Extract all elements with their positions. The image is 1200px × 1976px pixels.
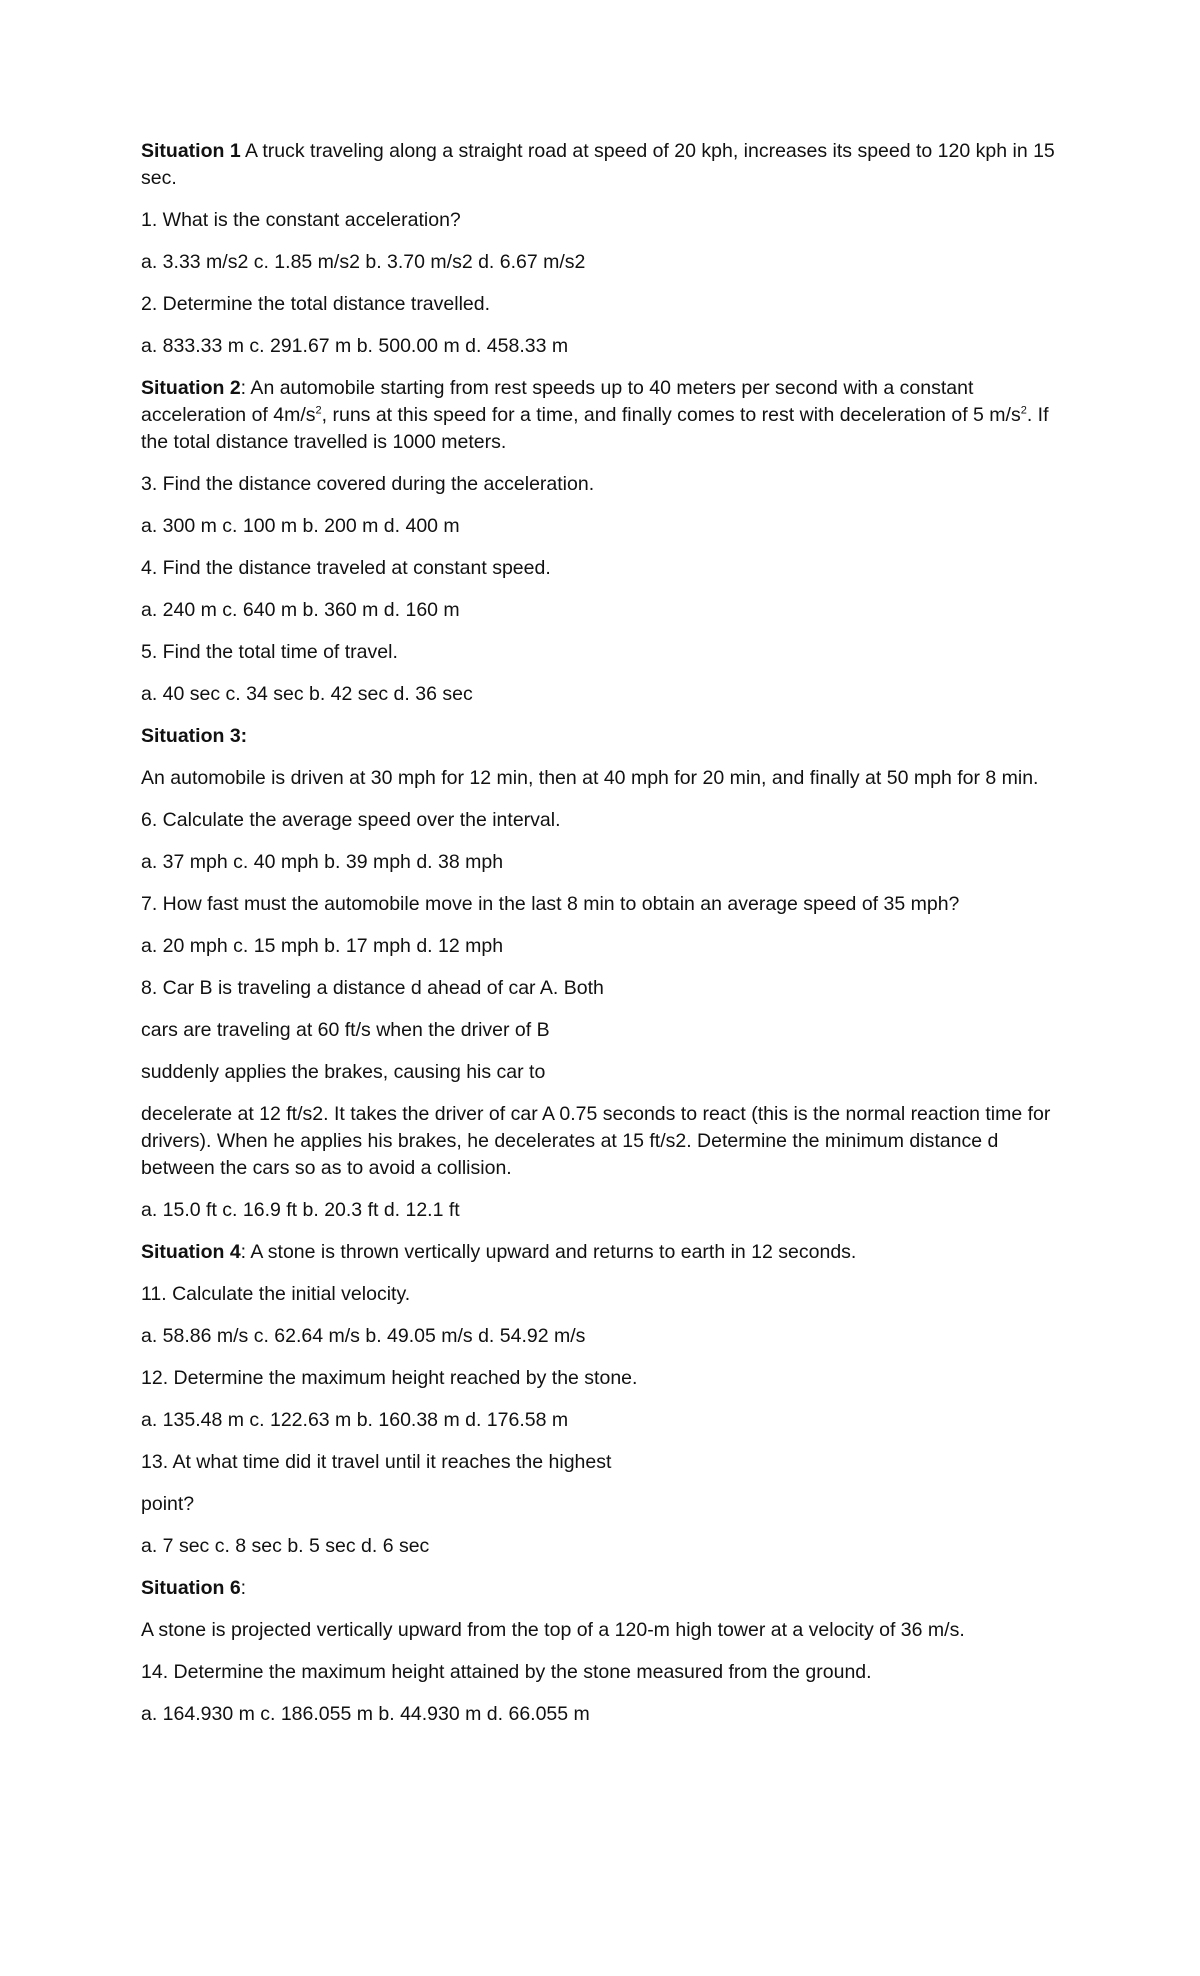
- question-13-line-2: point?: [141, 1493, 195, 1515]
- question-7: 7. How fast must the automobile move in the last 8 min to obtain an average speed of 35 mph?: [141, 893, 960, 915]
- situation-3-heading: Situation 3:: [141, 725, 248, 747]
- situation-2-text-c: . If the total distance travelled is 1000 meters.: [141, 404, 1049, 453]
- question-7-choices: a. 20 mph c. 15 mph b. 17 mph d. 12 mph: [141, 935, 504, 957]
- situation-2-text-b: , runs at this speed for a time, and finally comes to rest with deceleration of 5 m/s: [321, 404, 1021, 426]
- situation-6-heading: Situation 6: [141, 1577, 241, 1599]
- superscript-2: 2: [1020, 404, 1027, 417]
- question-14-choices: a. 164.930 m c. 186.055 m b. 44.930 m d. 66.055 m: [141, 1703, 590, 1725]
- question-11: 11. Calculate the initial velocity.: [141, 1283, 411, 1305]
- question-4: 4. Find the distance traveled at constant speed.: [141, 557, 551, 579]
- question-13-line-1: 13. At what time did it travel until it reaches the highest: [141, 1451, 612, 1473]
- situation-2-heading: Situation 2: [141, 377, 241, 399]
- question-3: 3. Find the distance covered during the acceleration.: [141, 473, 595, 495]
- superscript-2: 2: [315, 404, 322, 417]
- question-12-choices: a. 135.48 m c. 122.63 m b. 160.38 m d. 176.58 m: [141, 1409, 569, 1431]
- question-8-line-2: cars are traveling at 60 ft/s when the driver of B: [141, 1019, 550, 1041]
- situation-6-colon: :: [240, 1577, 247, 1599]
- question-2: 2. Determine the total distance travelled.: [141, 293, 491, 315]
- situation-1-paragraph: [141, 138, 1061, 192]
- question-3-choices: a. 300 m c. 100 m b. 200 m d. 400 m: [141, 515, 460, 537]
- situation-6-text: A stone is projected vertically upward from the top of a 120-m high tower at a velocity of 36 m/s.: [141, 1619, 965, 1641]
- situation-4-text: : A stone is thrown vertically upward and returns to earth in 12 seconds.: [240, 1241, 857, 1263]
- situation-3-text: An automobile is driven at 30 mph for 12 min, then at 40 mph for 20 min, and finally at 50 mph for 8 min.: [141, 767, 1039, 789]
- document-body: [141, 138, 1061, 1743]
- situation-2-text-a: : An automobile starting from rest speeds up to 40 meters per second with a constant acceleration of 4m/s: [141, 377, 974, 426]
- question-4-choices: a. 240 m c. 640 m b. 360 m d. 160 m: [141, 599, 460, 621]
- situation-1-heading: Situation 1: [141, 140, 241, 162]
- situation-1-text: A truck traveling along a straight road at speed of 20 kph, increases its speed to 120 kph in 15 sec.: [141, 140, 1055, 189]
- situation-2-paragraph: [141, 375, 1061, 456]
- question-8-line-1: 8. Car B is traveling a distance d ahead of car A. Both: [141, 977, 604, 999]
- question-14: 14. Determine the maximum height attained by the stone measured from the ground.: [141, 1661, 872, 1683]
- question-6: 6. Calculate the average speed over the interval.: [141, 809, 561, 831]
- question-5: 5. Find the total time of travel.: [141, 641, 398, 663]
- question-8-line-3: suddenly applies the brakes, causing his car to: [141, 1061, 546, 1083]
- question-8-choices: a. 15.0 ft c. 16.9 ft b. 20.3 ft d. 12.1 ft: [141, 1199, 460, 1221]
- situation-6-heading-paragraph: [141, 1575, 1061, 1602]
- question-2-choices: a. 833.33 m c. 291.67 m b. 500.00 m d. 458.33 m: [141, 335, 569, 357]
- question-8-line-4: decelerate at 12 ft/s2. It takes the driver of car A 0.75 seconds to react (this is the normal reaction time for drivers). When he applies his brakes, he decelerates at 15 ft/s2. Determine the minimum distance d between the cars so as to avoid a collision.: [141, 1103, 1051, 1179]
- question-13-choices: a. 7 sec c. 8 sec b. 5 sec d. 6 sec: [141, 1535, 430, 1557]
- question-11-choices: a. 58.86 m/s c. 62.64 m/s b. 49.05 m/s d. 54.92 m/s: [141, 1325, 586, 1347]
- question-1: 1. What is the constant acceleration?: [141, 209, 461, 231]
- question-5-choices: a. 40 sec c. 34 sec b. 42 sec d. 36 sec: [141, 683, 473, 705]
- situation-4-paragraph: [141, 1239, 1061, 1266]
- question-1-choices: a. 3.33 m/s2 c. 1.85 m/s2 b. 3.70 m/s2 d. 6.67 m/s2: [141, 251, 586, 273]
- question-12: 12. Determine the maximum height reached by the stone.: [141, 1367, 638, 1389]
- question-6-choices: a. 37 mph c. 40 mph b. 39 mph d. 38 mph: [141, 851, 504, 873]
- situation-4-heading: Situation 4: [141, 1241, 241, 1263]
